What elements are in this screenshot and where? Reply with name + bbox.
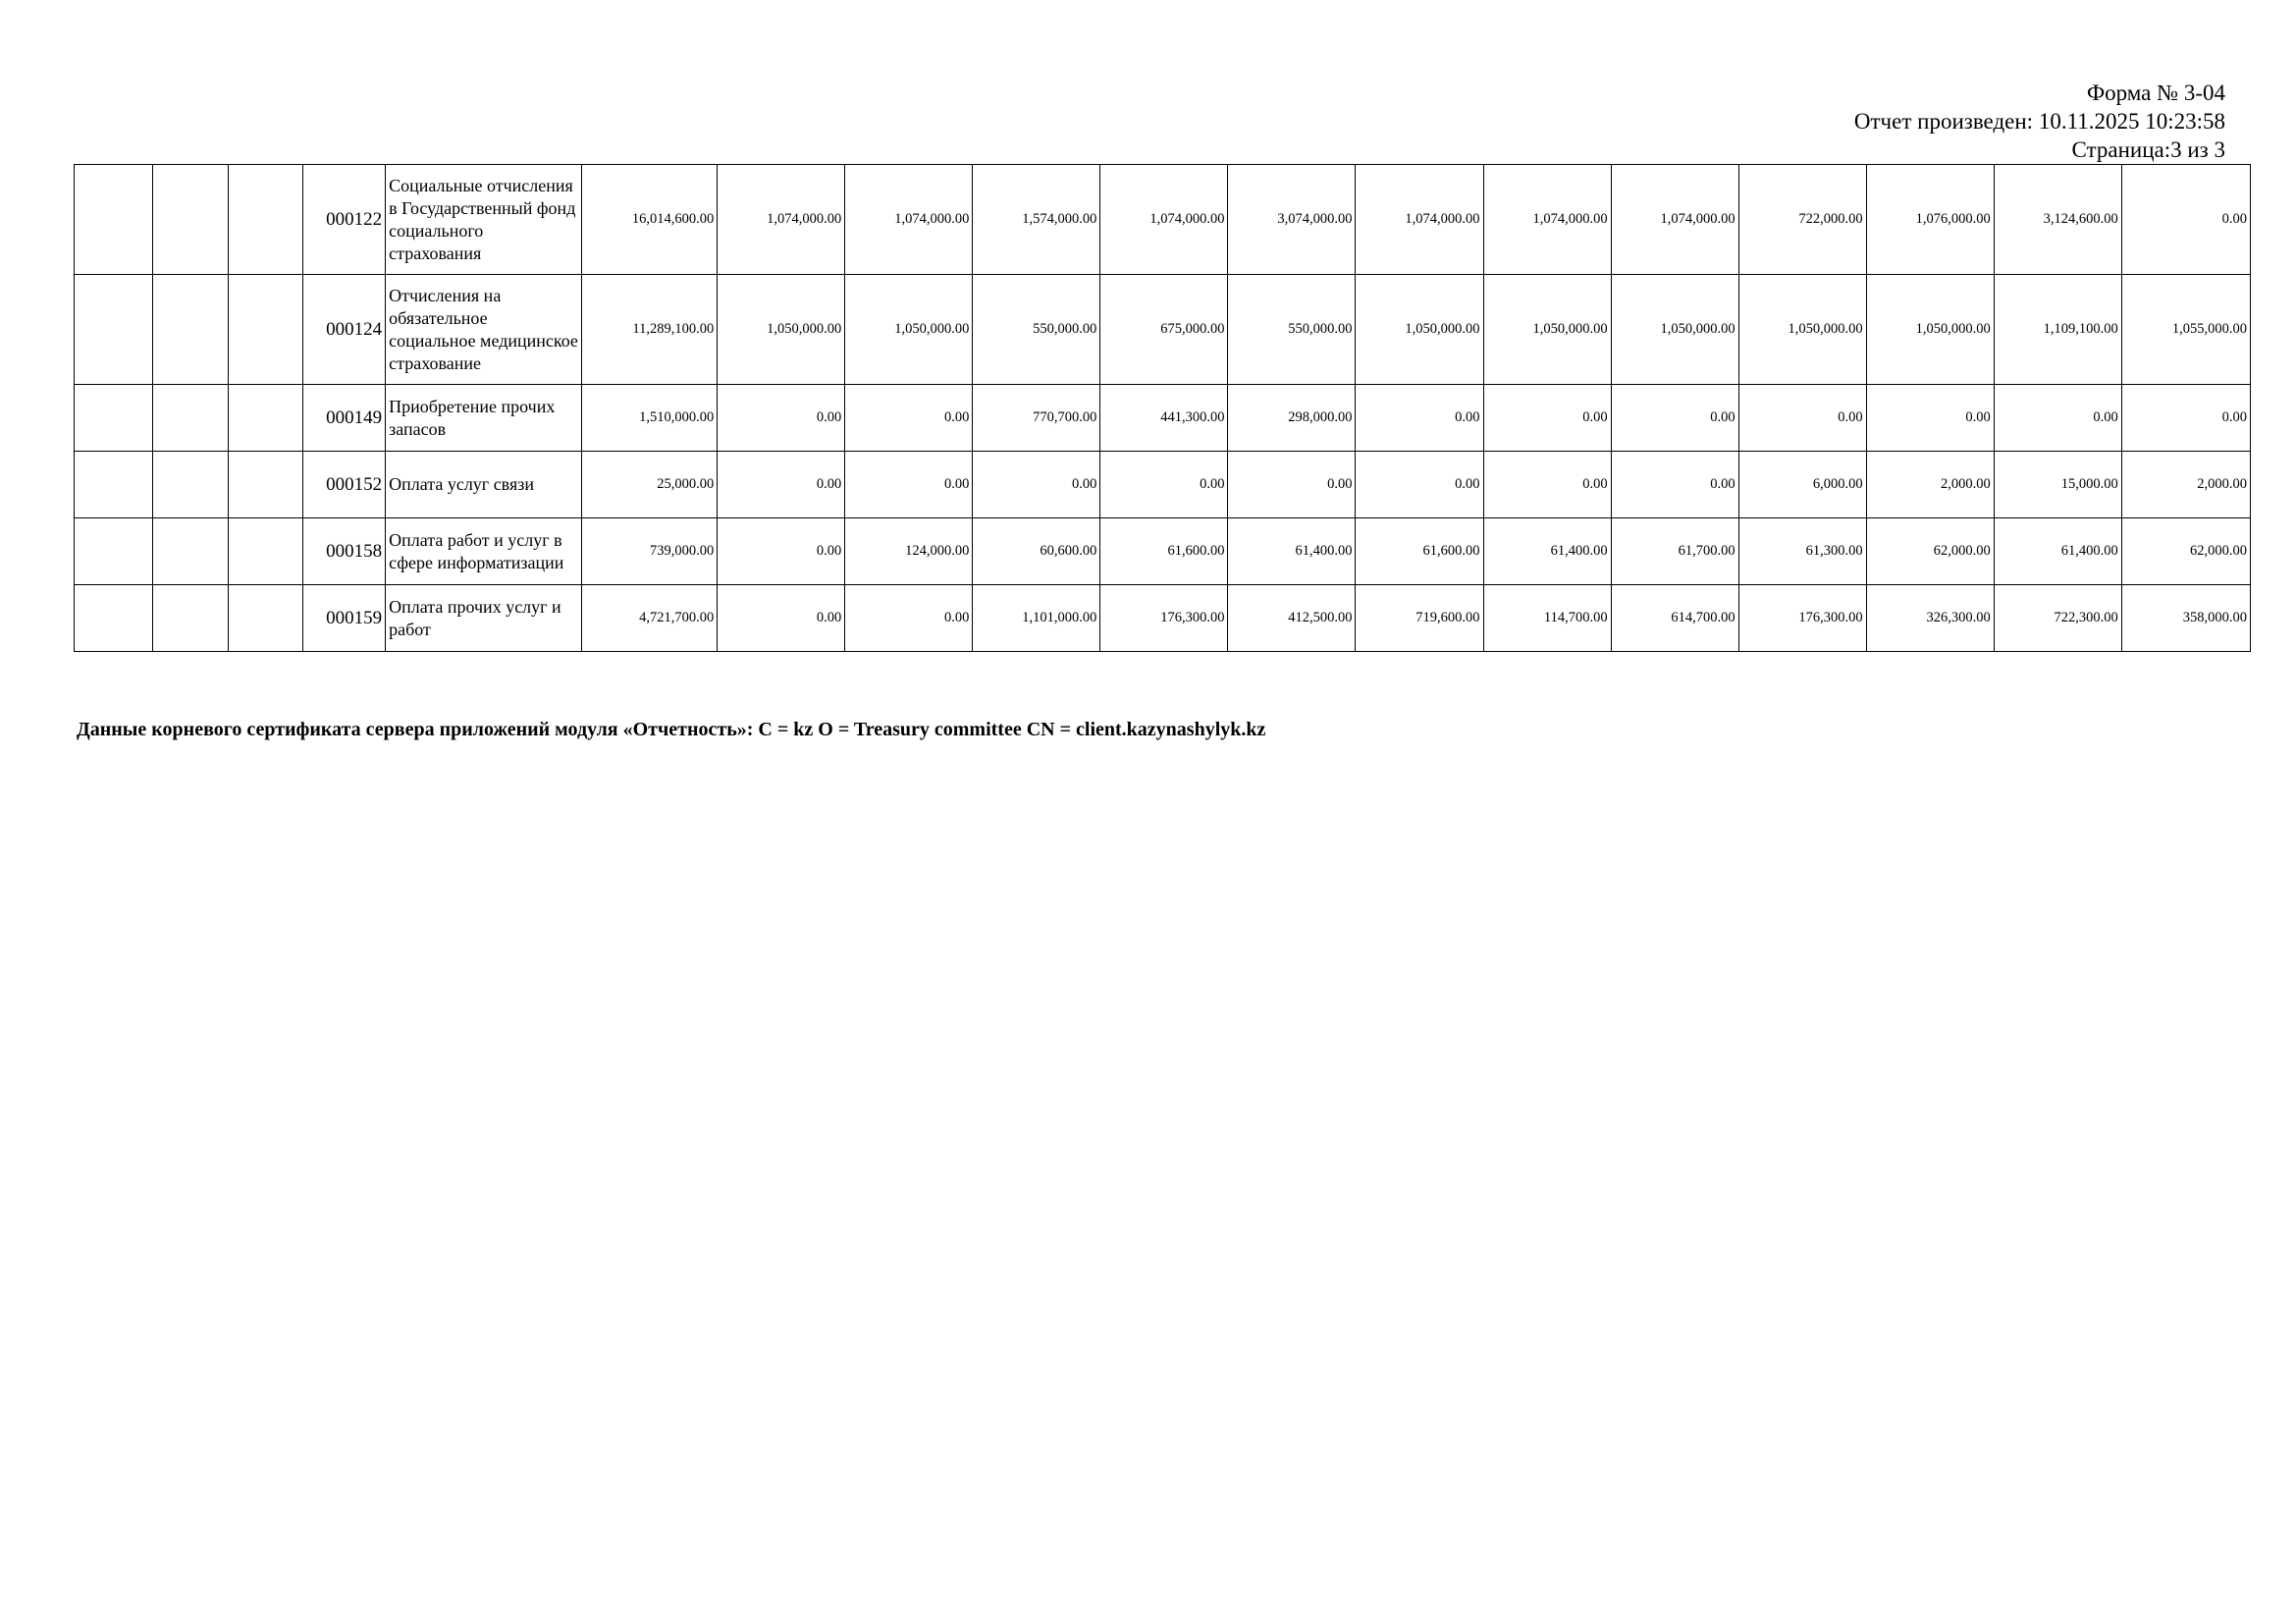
value-cell: 124,000.00	[845, 518, 973, 585]
empty-cell	[153, 275, 229, 385]
empty-cell	[229, 385, 303, 452]
value-cell: 3,074,000.00	[1228, 165, 1356, 275]
value-cell: 1,076,000.00	[1866, 165, 1994, 275]
value-cell: 0.00	[1738, 385, 1866, 452]
value-cell: 722,000.00	[1738, 165, 1866, 275]
value-cell: 1,050,000.00	[1611, 275, 1738, 385]
value-cell: 1,574,000.00	[973, 165, 1100, 275]
value-total: 16,014,600.00	[582, 165, 718, 275]
value-cell: 0.00	[1611, 452, 1738, 518]
value-total: 1,510,000.00	[582, 385, 718, 452]
value-cell: 61,600.00	[1100, 518, 1228, 585]
value-cell: 441,300.00	[1100, 385, 1228, 452]
value-cell: 61,400.00	[1228, 518, 1356, 585]
value-cell: 1,050,000.00	[845, 275, 973, 385]
budget-table	[74, 164, 2251, 652]
value-cell: 1,050,000.00	[1356, 275, 1483, 385]
value-cell: 1,074,000.00	[1611, 165, 1738, 275]
value-cell: 1,074,000.00	[845, 165, 973, 275]
value-cell: 550,000.00	[973, 275, 1100, 385]
empty-cell	[153, 452, 229, 518]
value-total: 25,000.00	[582, 452, 718, 518]
value-cell: 176,300.00	[1738, 585, 1866, 652]
value-cell: 675,000.00	[1100, 275, 1228, 385]
value-cell: 358,000.00	[2121, 585, 2250, 652]
value-cell: 0.00	[718, 518, 845, 585]
empty-cell	[75, 452, 153, 518]
report-header	[1854, 79, 2225, 164]
value-cell: 0.00	[718, 452, 845, 518]
value-total: 739,000.00	[582, 518, 718, 585]
value-cell: 0.00	[2121, 385, 2250, 452]
value-cell: 1,055,000.00	[2121, 275, 2250, 385]
value-cell: 61,300.00	[1738, 518, 1866, 585]
table-row	[75, 585, 2251, 652]
value-cell: 60,600.00	[973, 518, 1100, 585]
value-cell: 1,074,000.00	[718, 165, 845, 275]
row-code: 000152	[303, 452, 386, 518]
table-row	[75, 385, 2251, 452]
value-cell: 550,000.00	[1228, 275, 1356, 385]
row-name: Оплата услуг связи	[386, 452, 582, 518]
value-cell: 1,050,000.00	[718, 275, 845, 385]
empty-cell	[229, 165, 303, 275]
row-code: 000122	[303, 165, 386, 275]
empty-cell	[153, 585, 229, 652]
table-row	[75, 275, 2251, 385]
empty-cell	[229, 452, 303, 518]
value-cell: 0.00	[1356, 452, 1483, 518]
page-indicator: Страница:3 из 3	[2071, 137, 2225, 162]
value-cell: 0.00	[1611, 385, 1738, 452]
value-cell: 61,600.00	[1356, 518, 1483, 585]
table-row	[75, 165, 2251, 275]
value-cell: 0.00	[1994, 385, 2121, 452]
row-name: Социальные отчисления в Государственный фонд социального страхования	[386, 165, 582, 275]
row-name: Оплата работ и услуг в сфере информатизации	[386, 518, 582, 585]
empty-cell	[75, 165, 153, 275]
value-cell: 1,074,000.00	[1100, 165, 1228, 275]
value-cell: 61,700.00	[1611, 518, 1738, 585]
value-cell: 326,300.00	[1866, 585, 1994, 652]
value-cell: 2,000.00	[2121, 452, 2250, 518]
value-cell: 61,400.00	[1483, 518, 1611, 585]
value-cell: 1,101,000.00	[973, 585, 1100, 652]
row-name: Приобретение прочих запасов	[386, 385, 582, 452]
value-cell: 0.00	[845, 452, 973, 518]
value-cell: 1,050,000.00	[1483, 275, 1611, 385]
value-cell: 614,700.00	[1611, 585, 1738, 652]
value-cell: 0.00	[1228, 452, 1356, 518]
empty-cell	[153, 385, 229, 452]
value-cell: 0.00	[1483, 385, 1611, 452]
empty-cell	[75, 585, 153, 652]
form-number: Форма № 3-04	[2086, 81, 2225, 105]
value-cell: 176,300.00	[1100, 585, 1228, 652]
value-cell: 1,074,000.00	[1483, 165, 1611, 275]
value-cell: 0.00	[718, 385, 845, 452]
generated-timestamp: Отчет произведен: 10.11.2025 10:23:58	[1853, 109, 2225, 134]
value-total: 4,721,700.00	[582, 585, 718, 652]
value-cell: 0.00	[1866, 385, 1994, 452]
empty-cell	[153, 165, 229, 275]
empty-cell	[75, 275, 153, 385]
value-cell: 719,600.00	[1356, 585, 1483, 652]
value-cell: 1,074,000.00	[1356, 165, 1483, 275]
empty-cell	[229, 518, 303, 585]
value-cell: 1,050,000.00	[1866, 275, 1994, 385]
value-cell: 3,124,600.00	[1994, 165, 2121, 275]
row-code: 000159	[303, 585, 386, 652]
value-cell: 0.00	[845, 385, 973, 452]
value-cell: 62,000.00	[2121, 518, 2250, 585]
table-row	[75, 518, 2251, 585]
empty-cell	[153, 518, 229, 585]
row-code: 000158	[303, 518, 386, 585]
row-name: Оплата прочих услуг и работ	[386, 585, 582, 652]
row-code: 000124	[303, 275, 386, 385]
value-cell: 1,050,000.00	[1738, 275, 1866, 385]
value-cell: 62,000.00	[1866, 518, 1994, 585]
value-cell: 1,109,100.00	[1994, 275, 2121, 385]
value-cell: 298,000.00	[1228, 385, 1356, 452]
value-cell: 0.00	[845, 585, 973, 652]
value-total: 11,289,100.00	[582, 275, 718, 385]
certificate-note: Данные корневого сертификата сервера приложений модуля «Отчетность»: C = kz O = Treasury committee CN = client.kazynashylyk.kz	[77, 719, 1266, 740]
value-cell: 0.00	[1483, 452, 1611, 518]
value-cell: 2,000.00	[1866, 452, 1994, 518]
value-cell: 6,000.00	[1738, 452, 1866, 518]
value-cell: 412,500.00	[1228, 585, 1356, 652]
value-cell: 770,700.00	[973, 385, 1100, 452]
value-cell: 15,000.00	[1994, 452, 2121, 518]
value-cell: 0.00	[2121, 165, 2250, 275]
empty-cell	[229, 585, 303, 652]
value-cell: 0.00	[1100, 452, 1228, 518]
value-cell: 0.00	[718, 585, 845, 652]
table-row	[75, 452, 2251, 518]
empty-cell	[75, 385, 153, 452]
row-name: Отчисления на обязательное социальное медицинское страхование	[386, 275, 582, 385]
value-cell: 722,300.00	[1994, 585, 2121, 652]
value-cell: 114,700.00	[1483, 585, 1611, 652]
row-code: 000149	[303, 385, 386, 452]
empty-cell	[229, 275, 303, 385]
value-cell: 0.00	[973, 452, 1100, 518]
value-cell: 61,400.00	[1994, 518, 2121, 585]
value-cell: 0.00	[1356, 385, 1483, 452]
empty-cell	[75, 518, 153, 585]
